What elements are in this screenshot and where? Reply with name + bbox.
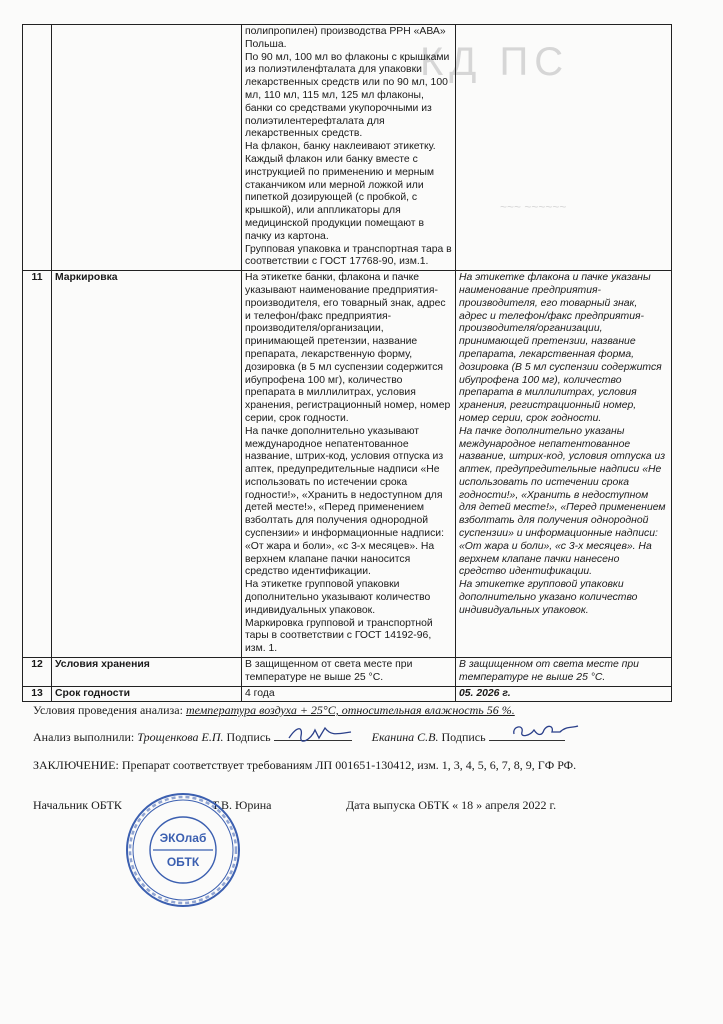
result-text: В защищенном от света месте при температуре не выше 25 °С.	[456, 658, 672, 687]
result-text: 05. 2026 г.	[456, 686, 672, 702]
requirement-text: 4 года	[242, 686, 456, 702]
indicator-name: Маркировка	[52, 271, 242, 658]
stamp-company: ЭКОлаб	[159, 831, 207, 845]
conditions-value: температура воздуха + 25°С, относительная влажность 56 %.	[185, 703, 515, 717]
row-number: 11	[23, 271, 52, 658]
performers-label: Анализ выполнили:	[33, 730, 135, 744]
requirement-text: На этикетке банки, флакона и пачке указывают наименование предприятия-производителя, его товарный знак, адрес и телефон/факс предприятия-производителя/организации, принимающей претензии, название препарата, лекарственную форму, дозировка (в 5 мл суспензии содержится ибупрофена 100 мг), количество препарата в миллилитрах, условия хранения, регистрационный номер, номер серии, срок годности. На пачке дополнительно указывают международное непатентованное название, штрих-код, условия отпуска из аптек, предупредительные надписи «Не использовать по истечении срока годности!», «Хранить в недоступном для детей месте!», «Перед применением взболтать для получения однородной суспензии» и информационные надписи: «От жара и боли», «с 3-х месяцев». На верхнем клапане пачки наносится средство идентификации. На этикетке групповой упаковки дополнительно указывают количество индивидуальных упаковок. Маркировка групповой и транспортной тары в соответствии с ГОСТ 14192-96, изм. 1.	[242, 271, 456, 658]
indicator-name	[52, 25, 242, 271]
result-text: На этикетке флакона и пачке указаны наименование предприятия-производителя, его товарный знак, адрес и телефон/факс предприятия-производителя/организации, принимающей претензии, название препарата, лекарственная форма, дозировка (В 5 мл суспензии содержится ибупрофена 100 мг), количество препарата в миллилитрах, условия хранения, регистрационный номер, номер серии, срок годности. На пачке дополнительно указаны международное непатентованное название, штрих-код, условия отпуска из аптек, предупредительные надписи «Не использовать по истечении срока годности!», «Хранить в недоступном для детей месте!», «Перед применением взболтать для получения однородной суспензии» и информационные надписи: «От жара и боли», «с 3-х месяцев». На верхнем клапане пачки нанесено средство идентификации. На этикетке групповой упаковки дополнительно указано количество индивидуальных упаковок.	[456, 271, 672, 658]
ghost-background-2: ~~~ ~~~~~~	[500, 200, 567, 214]
obtk-stamp	[123, 790, 243, 910]
row-number: 13	[23, 686, 52, 702]
indicator-name: Условия хранения	[52, 658, 242, 687]
ghost-background: КД ПС	[420, 40, 570, 84]
head-name: Т.В. Юрина	[211, 798, 272, 812]
conditions-line	[33, 703, 515, 718]
table-row	[23, 271, 672, 658]
requirement-text: В защищенном от света месте при температуре не выше 25 °С.	[242, 658, 456, 687]
signature-2	[508, 720, 582, 742]
row-number: 12	[23, 658, 52, 687]
conclusion-line: ЗАКЛЮЧЕНИЕ: Препарат соответствует требованиям ЛП 001651-130412, изм. 1, 3, 4, 5, 6, 7, 8, 9, ГФ РФ.	[33, 758, 577, 772]
result-text	[456, 25, 672, 271]
signature-1	[285, 722, 355, 744]
conditions-label: Условия проведения анализа:	[33, 703, 183, 717]
table-row	[23, 25, 672, 271]
signature-label-2: Подпись	[441, 730, 486, 744]
signature-label-1: Подпись	[226, 730, 271, 744]
analysis-table	[22, 24, 672, 702]
stamp-department: ОБТК	[166, 855, 200, 869]
row-number	[23, 25, 52, 271]
indicator-name: Срок годности	[52, 686, 242, 702]
requirement-text: полипропилен) производства РРН «АВА» Польша. По 90 мл, 100 мл во флаконы с крышками из полиэтиленфталата для упаковки лекарственных средств или по 90 мл, 100 мл, 110 мл, 115 мл, 125 мл флаконы, банки со средствами укупорочными из полиэтилентерефталата для лекарственных средств. На флакон, банку наклеивают этикетку. Каждый флакон или банку вместе с инструкцией по применению и мерным стаканчиком или мерной ложкой или пипеткой дозирующей (с пробкой, с крышкой), или аппликаторы для медицинской продукции помещают в пачку из картона. Групповая упаковка и транспортная тара в соответствии с ГОСТ 17768-90, изм.1.	[242, 25, 456, 271]
table-row	[23, 686, 672, 702]
issue-date: Дата выпуска ОБТК « 18 » апреля 2022 г.	[346, 798, 557, 812]
performer-2-name: Еканина С.В.	[371, 730, 439, 744]
performer-1-name: Трощенкова Е.П.	[137, 730, 224, 744]
head-label: Начальник ОБТК	[33, 798, 122, 812]
table-row	[23, 658, 672, 687]
